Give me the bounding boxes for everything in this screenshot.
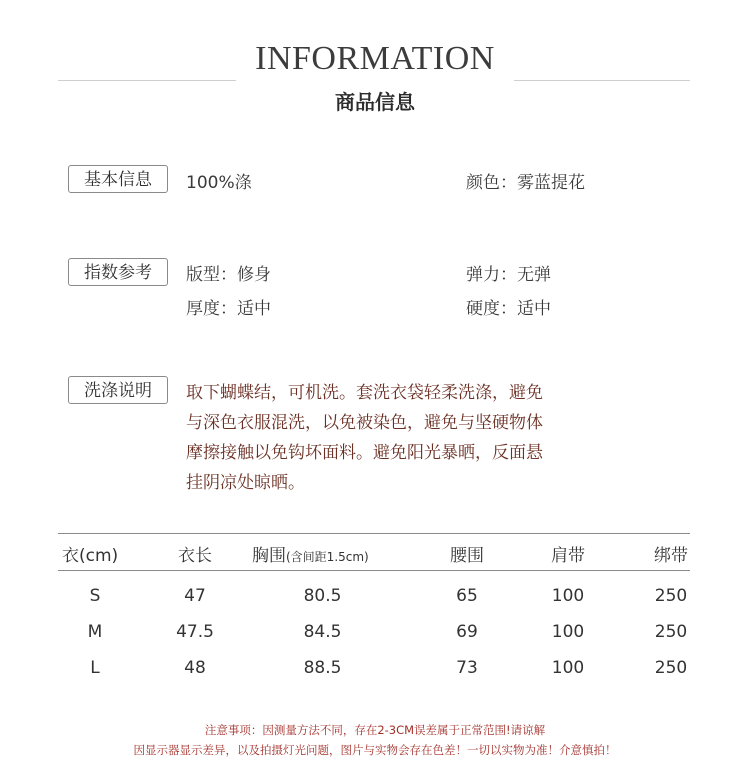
table-cell-size: L bbox=[90, 658, 100, 678]
table-cell: 84.5 bbox=[303, 622, 342, 642]
table-cell: 65 bbox=[456, 586, 478, 606]
table-cell: 100 bbox=[551, 658, 585, 678]
header-strap: 肩带 bbox=[551, 546, 585, 566]
header-tie: 绑带 bbox=[654, 546, 688, 566]
table-cell: 47.5 bbox=[176, 622, 214, 642]
washing-line: 挂阴凉处晾晒。 bbox=[186, 473, 305, 493]
elasticity-value: 弹力：无弹 bbox=[466, 265, 551, 285]
color-value: 颜色：雾蓝提花 bbox=[466, 173, 585, 193]
chest-note: (含间距1.5cm) bbox=[286, 550, 369, 564]
fit-value: 版型：修身 bbox=[186, 265, 271, 285]
washing-line: 与深色衣服混洗，以免被染色，避免与坚硬物体 bbox=[186, 413, 543, 433]
material-value: 100%涤 bbox=[186, 173, 252, 193]
table-header-border bbox=[58, 570, 690, 571]
basic-info-tag: 基本信息 bbox=[68, 165, 168, 193]
table-cell: 88.5 bbox=[303, 658, 342, 678]
header-waist: 腰围 bbox=[450, 546, 484, 566]
washing-instructions-text bbox=[186, 378, 606, 498]
notice-line-1: 注意事项：因测量方法不同，存在2-3CM误差属于正常范围!请谅解 bbox=[204, 723, 546, 737]
washing-line: 摩擦接触以免钩坏面料。避免阳光暴晒，反面悬 bbox=[186, 443, 543, 463]
table-cell: 80.5 bbox=[303, 586, 342, 606]
table-cell-size: M bbox=[87, 622, 103, 642]
title-chinese: 商品信息 bbox=[335, 90, 415, 114]
table-cell: 47 bbox=[184, 586, 206, 606]
index-reference-tag: 指数参考 bbox=[68, 258, 168, 286]
table-cell: 250 bbox=[654, 586, 688, 606]
table-cell: 100 bbox=[551, 622, 585, 642]
table-cell: 69 bbox=[456, 622, 478, 642]
table-cell: 100 bbox=[551, 586, 585, 606]
notice-line-2: 因显示器显示差异，以及拍摄灯光问题，图片与实物会存在色差！一切以实物为准！介意慎拍！ bbox=[133, 743, 617, 757]
thickness-value: 厚度：适中 bbox=[186, 299, 271, 319]
header-size: 衣(cm) bbox=[62, 546, 119, 566]
table-cell: 250 bbox=[654, 658, 688, 678]
hardness-value: 硬度：适中 bbox=[466, 299, 551, 319]
table-cell: 250 bbox=[654, 622, 688, 642]
table-cell-size: S bbox=[89, 586, 101, 606]
title-english: INFORMATION bbox=[255, 40, 495, 77]
table-cell: 48 bbox=[184, 658, 206, 678]
title-divider-right bbox=[514, 80, 690, 81]
title-divider-left bbox=[58, 80, 236, 81]
header-chest: 胸围(含间距1.5cm) bbox=[252, 546, 369, 566]
table-top-border bbox=[58, 533, 690, 534]
table-cell: 73 bbox=[456, 658, 478, 678]
washing-line: 取下蝴蝶结，可机洗。套洗衣袋轻柔洗涤，避免 bbox=[186, 383, 543, 403]
washing-instructions-tag: 洗涤说明 bbox=[68, 376, 168, 404]
header-length: 衣长 bbox=[178, 546, 212, 566]
